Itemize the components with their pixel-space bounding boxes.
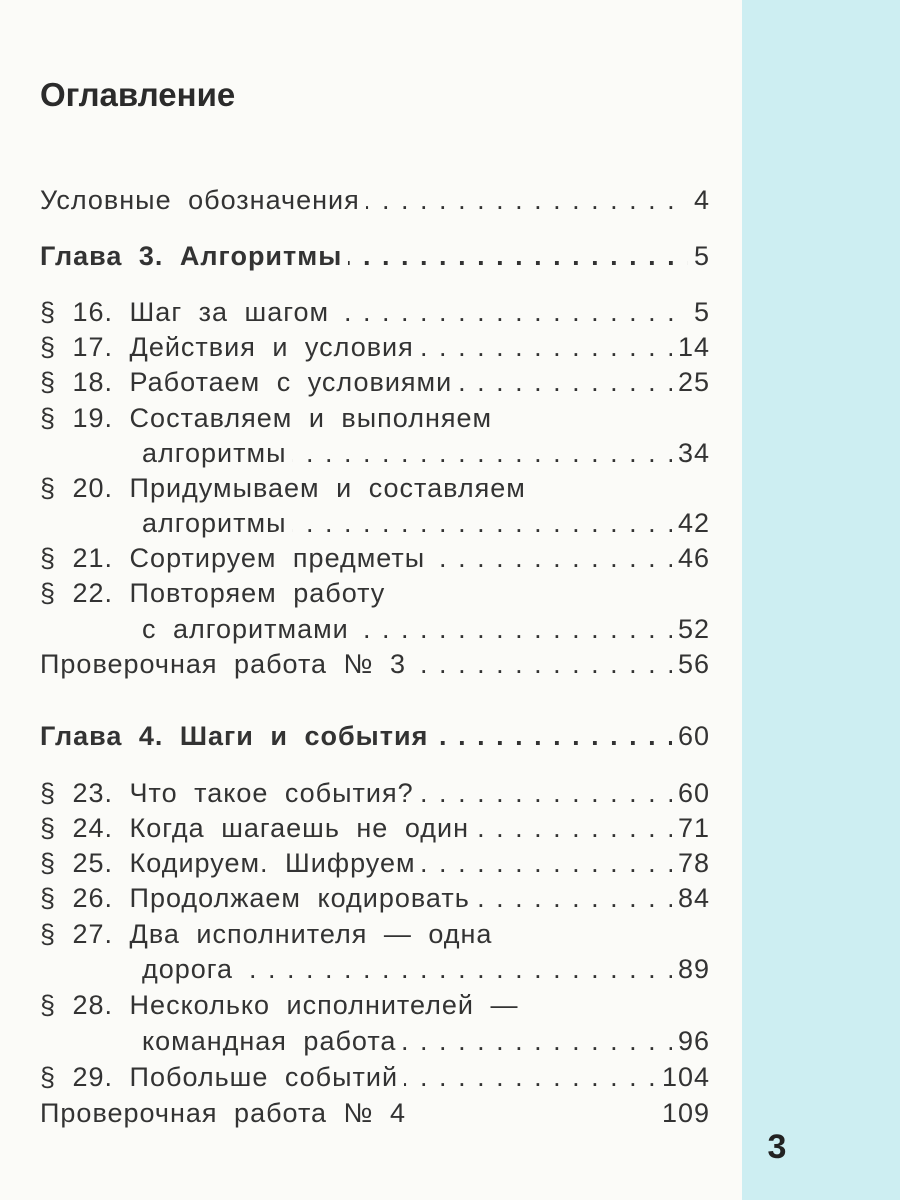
- toc-entry-text: § 17. Действия и условия: [40, 331, 420, 363]
- toc-entry-page: 84: [672, 882, 710, 914]
- toc-entry-text: § 16. Шаг за шагом: [40, 296, 335, 328]
- toc-entry-text: § 25. Кодируем. Шифруем: [40, 847, 422, 879]
- toc-entry-page: 5: [688, 240, 710, 272]
- toc-entry-page: 56: [672, 648, 710, 680]
- toc-entry-text: Проверочная работа № 4: [40, 1097, 412, 1129]
- toc-entry-text: § 24. Когда шагаешь не один: [40, 812, 475, 844]
- toc-entry-page: 71: [672, 812, 710, 844]
- toc-entry-page: 60: [672, 720, 710, 752]
- toc-entry[interactable]: [40, 184, 710, 216]
- toc-entry-text: алгоритмы: [40, 507, 292, 539]
- toc-entry-text: § 23. Что такое события?: [40, 777, 420, 809]
- toc-entry[interactable]: [40, 777, 710, 809]
- chapter-heading[interactable]: [40, 240, 710, 272]
- toc-entry-text: § 28. Несколько исполнителей —: [40, 989, 524, 1021]
- toc-entry[interactable]: [40, 296, 710, 328]
- toc-entry-text: Глава 3. Алгоритмы: [40, 240, 348, 272]
- toc-entry[interactable]: [40, 1097, 710, 1129]
- toc-entry[interactable]: [40, 402, 710, 434]
- toc-entry[interactable]: [40, 577, 710, 609]
- toc-entry[interactable]: [40, 812, 710, 844]
- toc-entry[interactable]: [40, 366, 710, 398]
- toc-entry[interactable]: [40, 1061, 710, 1093]
- toc-entry-text: Глава 4. Шаги и события: [40, 720, 434, 752]
- toc-entry-text: § 21. Сортируем предметы: [40, 542, 431, 574]
- toc-entry-page: 25: [672, 366, 710, 398]
- page-number: 3: [767, 1128, 787, 1166]
- side-color-band: [742, 0, 900, 1200]
- toc-entry-page: 60: [672, 777, 710, 809]
- toc-entry-page: 109: [656, 1097, 710, 1129]
- toc-entry-continuation[interactable]: [40, 1025, 710, 1057]
- toc-entry-continuation[interactable]: [40, 437, 710, 469]
- page-title: Оглавление: [40, 76, 236, 113]
- toc-entry[interactable]: [40, 648, 710, 680]
- toc-entry-text: § 26. Продолжаем кодировать: [40, 882, 476, 914]
- toc-entry-continuation[interactable]: [40, 953, 710, 985]
- toc-entry-page: 4: [688, 184, 710, 216]
- toc-entry-text: § 19. Составляем и выполняем: [40, 402, 498, 434]
- toc-entry-page: 5: [688, 296, 710, 328]
- toc-entry[interactable]: [40, 331, 710, 363]
- toc-entry-text: командная работа: [40, 1025, 402, 1057]
- toc-entry-page: 34: [672, 437, 710, 469]
- chapter-heading[interactable]: [40, 720, 710, 752]
- toc-entry-text: дорога: [40, 953, 239, 985]
- toc-entry-continuation[interactable]: [40, 613, 710, 645]
- toc-entry-text: алгоритмы: [40, 437, 292, 469]
- toc-entry-page: 42: [672, 507, 710, 539]
- toc-entry-text: Проверочная работа № 3: [40, 648, 412, 680]
- toc-entry-page: 89: [672, 953, 710, 985]
- toc-entry-text: § 20. Придумываем и составляем: [40, 472, 532, 504]
- toc-entry-text: § 27. Два исполнителя — одна: [40, 918, 498, 950]
- toc-entry-text: Условные обозначения: [40, 184, 366, 216]
- toc-entry-text: с алгоритмами: [40, 613, 355, 645]
- toc-entry[interactable]: [40, 847, 710, 879]
- toc-entry[interactable]: [40, 882, 710, 914]
- toc-entry-page: 14: [672, 331, 710, 363]
- toc-entry[interactable]: [40, 542, 710, 574]
- toc-entry-page: 52: [672, 613, 710, 645]
- toc-entry[interactable]: [40, 989, 710, 1021]
- toc-entry-page: 78: [672, 847, 710, 879]
- toc-entry-text: § 22. Повторяем работу: [40, 577, 391, 609]
- toc-entry-page: 46: [672, 542, 710, 574]
- toc-entry-text: § 29. Побольше событий: [40, 1061, 404, 1093]
- toc-entry[interactable]: [40, 918, 710, 950]
- toc-entry-page: 96: [672, 1025, 710, 1057]
- toc-entry[interactable]: [40, 472, 710, 504]
- toc-entry-page: 104: [656, 1061, 710, 1093]
- toc-entry-text: § 18. Работаем с условиями: [40, 366, 458, 398]
- toc-entry-continuation[interactable]: [40, 507, 710, 539]
